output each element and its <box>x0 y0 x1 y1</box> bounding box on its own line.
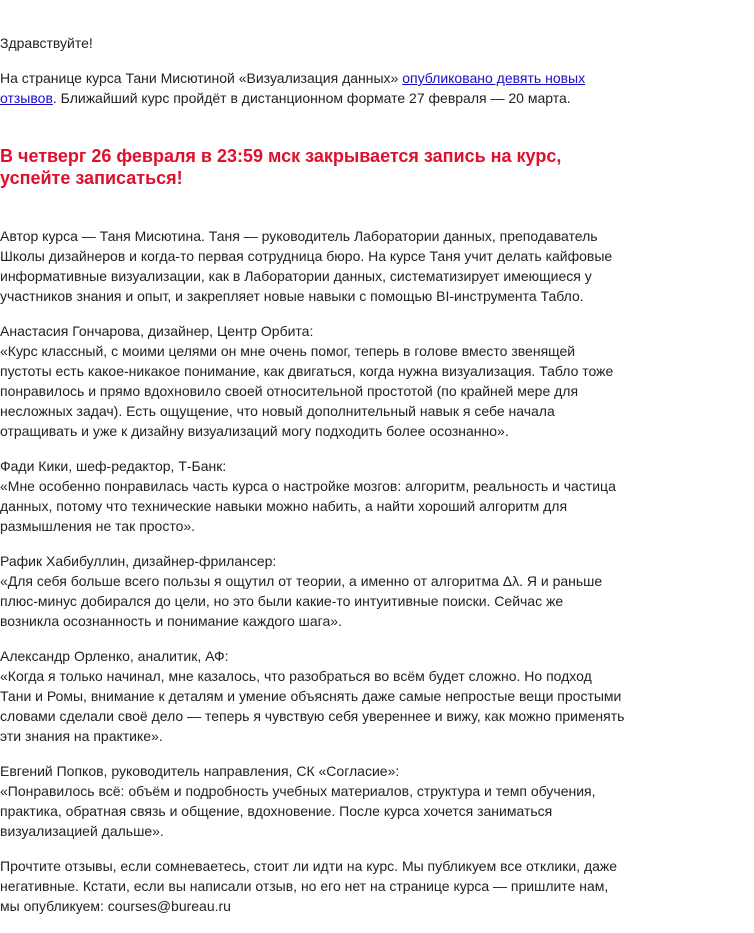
author-paragraph: Автор курса — Таня Мисютина. Таня — руководитель Лаборатории данных, преподаватель Школы дизайнеров и когда-то первая сотрудница бюро. На курсе Таня учит делать кайфовые информативные визуализации, как в Лаборатории данных, систематизирует имеющиеся у участников знания и опыт, и закрепляет новые навыки с помощью BI-инструмента Табло. <box>0 228 613 304</box>
review-quote: «Для себя больше всего пользы я ощутил от теории, а именно от алгоритма Δλ. Я и раньше плюс-минус добирался до цели, но это были какие-то интуитивные поиски. Сейчас же возникла осознанность и понимание каждого шага». <box>0 573 603 629</box>
review-author: Александр Орленко, аналитик, АФ: <box>0 648 229 664</box>
review-quote: «Курс классный, с моими целями он мне очень помог, теперь в голове вместо звенящей пустоты есть какое-никакое понимание, как двигаться, когда нужна визуализация. Табло тоже понравилось и прямо вдохновило своей относительной простотой (по крайней мере для несложных задач). Есть ощущение, что новый дополнительный навык я себе начала отращивать и уже к дизайну визуализаций могу подходить более осознанно». <box>0 343 614 439</box>
review-author: Рафик Хабибуллин, дизайнер-фрилансер: <box>0 553 277 569</box>
review-author: Евгений Попков, руководитель направления, СК «Согласие»: <box>0 763 400 779</box>
review <box>0 551 625 631</box>
reviews-link[interactable]: опубликовано девять новых отзывов <box>0 70 586 106</box>
review <box>0 321 625 441</box>
greeting: Здравствуйте! <box>0 35 93 51</box>
closing-text: Прочтите отзывы, если сомневаетесь, стоит ли идти на курс. Мы публикуем все отклики, даже негативные. Кстати, если вы написали отзыв, но его нет на странице курса — пришлите нам, мы опубликуем: <box>0 858 618 914</box>
intro-text-after: . Ближайший курс пройдёт в дистанционном формате 27 февраля — 20 марта. <box>52 90 571 106</box>
review-author: Фади Кики, шеф-редактор, Т-Банк: <box>0 458 227 474</box>
intro-paragraph <box>0 68 625 108</box>
review-quote: «Мне особенно понравилась часть курса о настройке мозгов: алгоритм, реальность и частица данных, потому что технические навыки можно набить, а найти хороший алгоритм для размышления не так просто». <box>0 478 616 534</box>
closing-paragraph <box>0 856 625 916</box>
review <box>0 646 625 746</box>
review-author: Анастасия Гончарова, дизайнер, Центр Орбита: <box>0 323 314 339</box>
intro-text-before: На странице курса Тани Мисютиной «Визуализация данных» <box>0 70 403 86</box>
review <box>0 456 625 536</box>
review <box>0 761 625 841</box>
contact-email[interactable]: courses@bureau.ru <box>107 898 231 914</box>
enrollment-deadline-headline: В четверг 26 февраля в 23:59 мск закрывается запись на курс, успейте записаться! <box>0 146 562 188</box>
review-quote: «Понравилось всё: объём и подробность учебных материалов, структура и темп обучения, практика, обратная связь и общение, вдохновение. После курса хочется заниматься визуализацией дальше». <box>0 783 596 839</box>
review-quote: «Когда я только начинал, мне казалось, что разобраться во всём будет сложно. Но подход Тани и Ромы, внимание к деталям и умение объяснять даже самые непростые вещи простыми словами сделали своё дело — теперь я чувствую себя увереннее и вижу, как можно применять эти знания на практике». <box>0 668 625 744</box>
